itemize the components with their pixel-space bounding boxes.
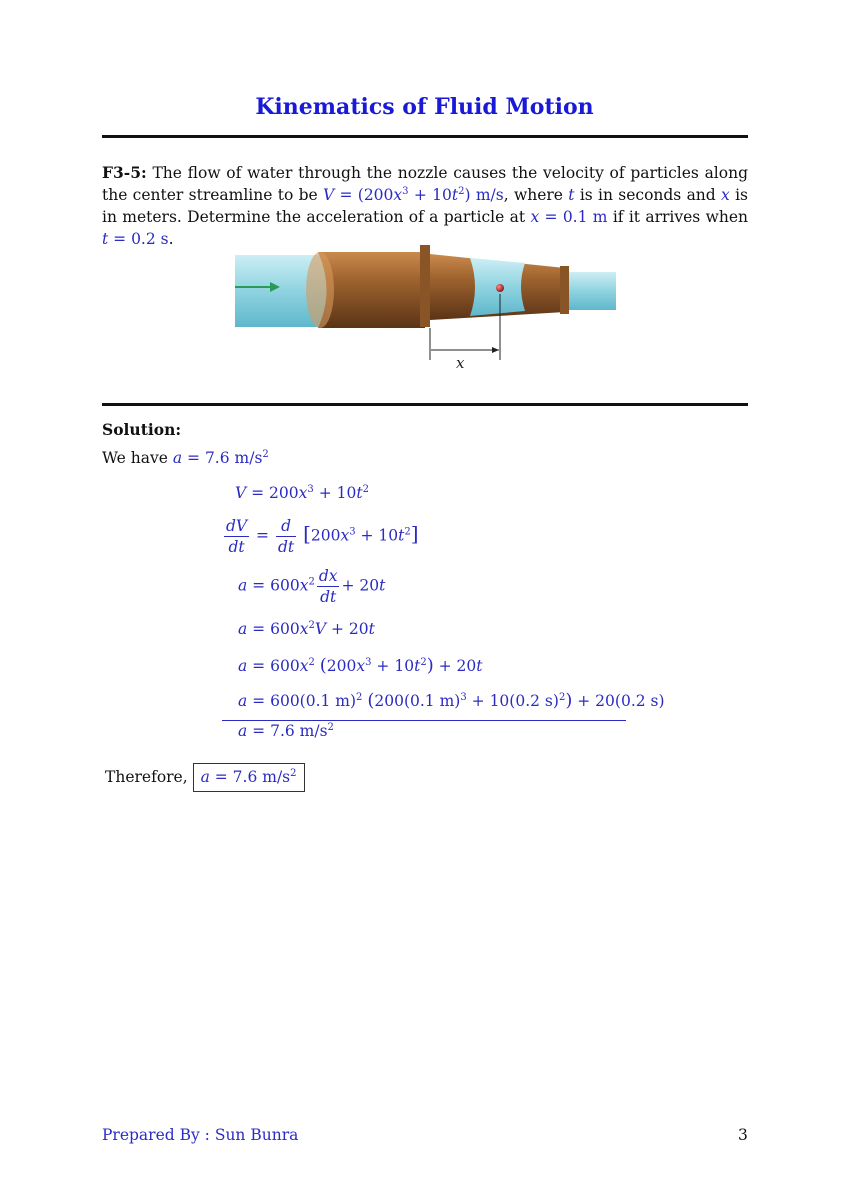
var-x: x [721, 186, 730, 204]
particle [496, 284, 504, 292]
x-value: x = 0.1 m [530, 208, 608, 226]
therefore-text: Therefore, [105, 768, 188, 786]
problem-text-1: The flow of water through the nozzle causes the velocity of particles along the center streamline to be [102, 164, 748, 204]
flange-1 [420, 245, 430, 327]
problem-label: F3-5: [102, 163, 147, 182]
problem-text-3: is in seconds and [579, 186, 716, 204]
step-1: $V = 200x^3 + 10t^2$ [235, 484, 369, 502]
problem-text-4: is in meters. Determine the acceleration of a particle at [102, 186, 749, 226]
velocity-expression: $V = (200x^3 + 10t^2)$ m/s [322, 186, 504, 204]
step-5: $a = 600x^2$ $(200x^3 + 10t^2) + 20t$ [238, 655, 483, 676]
inlet-pipe [318, 252, 425, 328]
prepared-by: Prepared By : Sun Bunra [102, 1126, 299, 1144]
flange-2 [560, 266, 569, 314]
result-underline [222, 720, 626, 721]
we-have-line [102, 449, 269, 467]
var-t: t [568, 186, 575, 204]
outlet-water [568, 272, 616, 310]
final-answer-box: a = 7.6 $m/s^2$ [193, 763, 305, 792]
problem-statement [102, 162, 748, 250]
step-4: $a = 600x^2V + 20t$ [238, 620, 375, 638]
top-rule [102, 135, 748, 138]
nozzle-figure [230, 240, 620, 375]
dimension-label: x [456, 354, 465, 372]
solution-heading: Solution: [102, 420, 182, 439]
step-3: $a = 600x^2$ $\frac{dx}{dt}$ + 20t [238, 567, 386, 606]
problem-text-6: . [168, 230, 174, 248]
problem-text-2: , where [503, 186, 563, 204]
therefore-line [105, 768, 305, 786]
step-2: $\frac{dV}{dt}$ = $\frac{d}{dt}$ $[200x^3 + 10t^2]$ [226, 517, 419, 556]
t-value: t = 0.2 s [102, 230, 169, 248]
step-6: a = 600(0.1 m)$^2$ (200(0.1 m)$^3$ + 10(0.2 s)$^2$) + 20(0.2 s) [238, 690, 665, 711]
problem-text-5: if it arrives when [612, 208, 748, 226]
page-number: 3 [738, 1126, 748, 1144]
section-rule [102, 403, 748, 406]
step-7: a = 7.6 $m/s^2$ [238, 722, 334, 740]
page-title: Kinematics of Fluid Motion [255, 94, 594, 120]
we-have-result: a = 7.6 $m/s^2$ [172, 449, 269, 467]
we-have-text: We have [102, 449, 168, 467]
